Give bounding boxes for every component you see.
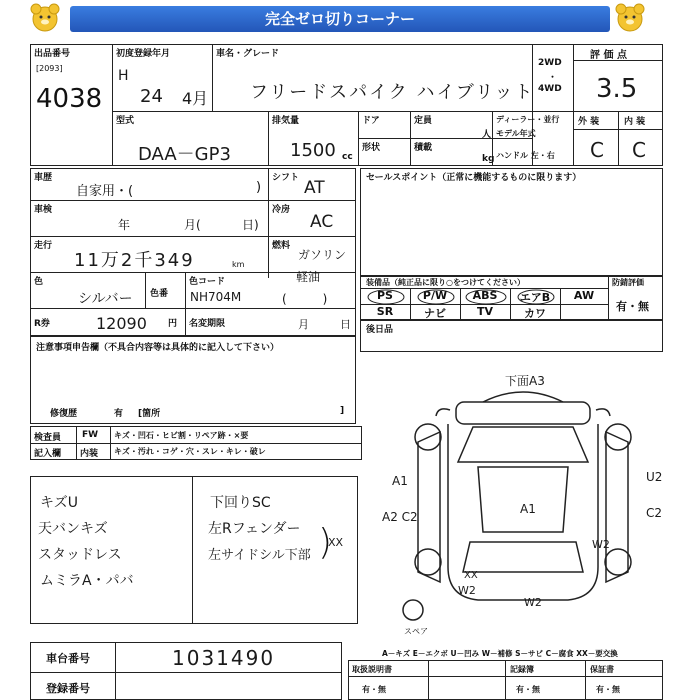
shape-label: 形状 <box>362 143 381 153</box>
equip-circles <box>364 288 574 308</box>
diagram-mark-u2: U2 <box>646 470 663 484</box>
repair-value: 有 <box>114 409 124 419</box>
remark-right-mark: XX <box>328 536 344 549</box>
remark-left-4: ムミラA・パバ <box>40 573 134 589</box>
equip-aw: AW <box>573 289 595 302</box>
inspector-int: 内装 <box>80 449 99 459</box>
diagram-mark-w2-right: W2 <box>592 538 610 551</box>
repair-close: ] <box>340 406 345 416</box>
transfer-label: 名変期限 <box>189 319 226 329</box>
color-number-label: 色番 <box>150 289 169 299</box>
diagram-top-note: 下面A3 <box>505 374 545 388</box>
first-reg-year: 24 <box>140 86 163 107</box>
shift-value: AT <box>304 178 325 198</box>
repair-label: 修復歴 <box>50 409 78 419</box>
transfer-month: 月 <box>298 318 309 331</box>
inspector-row1-label: 検査員 <box>34 433 62 443</box>
car-diagram <box>378 372 668 622</box>
ac-value: AC <box>310 212 334 232</box>
rear-items-label: 後日品 <box>366 325 394 335</box>
use-label: 車歴 <box>34 173 53 183</box>
first-reg-era: H <box>118 68 129 84</box>
doc-warranty-opts: 有・無 <box>596 685 620 694</box>
mileage-value: 11万2千349 <box>74 250 195 271</box>
use-close: ) <box>256 180 262 195</box>
drive-dot: ・ <box>548 73 558 83</box>
color-label: 色 <box>34 277 44 287</box>
capacity-label: 定員 <box>414 116 433 126</box>
displacement-value: 1500 <box>290 140 336 161</box>
exterior-label: 外 装 <box>578 117 600 127</box>
color-code-value: NH704M <box>190 290 242 304</box>
interior-label: 内 装 <box>624 117 646 127</box>
doc-record-opts: 有・無 <box>516 685 540 694</box>
fuel-label: 燃料 <box>272 241 291 251</box>
name-label: 車名・グレード <box>216 49 280 59</box>
inspector-fw: FW <box>82 430 99 440</box>
capacity-unit: 人 <box>482 130 492 140</box>
inspect-month: 月( <box>184 218 201 232</box>
sales-point-label: セールスポイント（正常に機能するものに限ります） <box>366 173 582 183</box>
mileage-label: 走行 <box>34 241 53 251</box>
inspector-row1-text: キズ・凹石・ヒビ割・リペア跡・×要 <box>114 431 249 440</box>
equip-ps: PS <box>377 289 393 302</box>
drive-4wd: 4WD <box>538 84 562 94</box>
door-label: ドア <box>362 116 380 126</box>
sales-point-box <box>360 168 663 276</box>
mileage-unit: km <box>232 260 245 269</box>
first-reg-label: 初度登録年月 <box>116 49 171 59</box>
displacement-label: 排気量 <box>272 116 300 126</box>
header-block <box>30 44 663 166</box>
diagram-mark-xx: XX <box>464 570 478 581</box>
doc-record-label: 記録簿 <box>510 665 534 674</box>
doc-manual-label: 取扱説明書 <box>352 665 392 674</box>
mascot-right-icon <box>613 3 647 33</box>
displacement-unit: cc <box>342 152 353 162</box>
equip-pw: P/W <box>422 289 448 302</box>
chassis-label: 車台番号 <box>46 652 90 665</box>
recycle-value: 12090 <box>96 314 147 333</box>
drive-2wd: 2WD <box>538 58 562 68</box>
doc-warranty-label: 保証書 <box>590 665 614 674</box>
repair-place: [箇所 <box>138 409 161 419</box>
diagram-mark-c2: C2 <box>646 506 663 520</box>
remark-left-2: 天バンキズ <box>38 521 108 537</box>
ac-label: 冷房 <box>272 205 291 215</box>
color-code-label: 色コード <box>189 277 226 287</box>
model-year-label: モデル年式 <box>496 129 536 138</box>
recycle-label: R券 <box>34 319 50 329</box>
exterior-value: C <box>590 138 604 162</box>
inspector-row2-label: 記入欄 <box>34 449 62 459</box>
remark-left-3: スタッドレス <box>38 547 122 563</box>
shift-label: シフト <box>272 173 300 183</box>
chassis-value: 1031490 <box>172 646 276 670</box>
fuel-paren: ( ) <box>282 292 328 306</box>
equip-sr: SR <box>376 305 394 318</box>
fuel-alt: 軽油 <box>296 270 321 284</box>
banner-title: 完全ゼロ切りコーナー <box>70 6 610 32</box>
equip-navi: ナビ <box>424 307 446 320</box>
remark-right-2: 左Rフェンダー <box>208 521 301 537</box>
diagram-mark-w2-left: W2 <box>458 584 476 597</box>
remark-bracket: ) <box>318 522 333 563</box>
lot-sub: [2093] <box>36 64 63 73</box>
fuel-value: ガソリン <box>298 248 347 262</box>
rust-rating-value: 有・無 <box>616 300 649 313</box>
diagram-mark-w2-bottom: W2 <box>524 596 542 609</box>
interior-value: C <box>632 138 646 162</box>
remark-left-1: キズU <box>40 495 78 511</box>
equip-abs: ABS <box>472 289 498 302</box>
legend-text: A－キズ E－エクボ U－凹み W－補修 S－サビ C－腐食 XX－要交換 <box>382 649 618 658</box>
spare-label: スペア <box>404 627 428 636</box>
first-reg-month: 4月 <box>182 89 209 108</box>
diagram-mark-a1-center: A1 <box>520 502 536 516</box>
model-label: 型式 <box>116 116 135 126</box>
lot-label: 出品番号 <box>34 49 71 59</box>
inspector-row2-text: キズ・汚れ・コゲ・穴・スレ・キレ・破レ <box>114 447 266 456</box>
model-value: DAA－GP3 <box>138 144 231 165</box>
equip-airbag: エアB <box>519 291 551 304</box>
lot-number: 4038 <box>36 84 103 114</box>
equipment-label: 装備品（純正品に限り○をつけてください） <box>366 278 525 287</box>
load-label: 積載 <box>414 143 433 153</box>
recycle-unit: 円 <box>168 319 178 329</box>
use-value: 自家用・( <box>76 184 134 199</box>
remark-right-3: 左サイドシル下部 <box>208 548 311 563</box>
doc-manual-opts: 有・無 <box>362 685 386 694</box>
name-value: フリードスパイク ハイブリット <box>250 82 535 103</box>
diagram-mark-a2c2: A2 C2 <box>382 510 418 524</box>
handle-label: ハンドル 左・右 <box>496 151 555 160</box>
transfer-day: 日 <box>340 318 351 331</box>
load-unit: kg <box>482 154 495 164</box>
registration-label: 登録番号 <box>46 682 90 695</box>
mascot-left-icon <box>28 3 62 33</box>
score-value: 3.5 <box>596 74 638 104</box>
rear-items-box <box>360 320 663 352</box>
inspect-day: 日) <box>242 218 259 232</box>
dealer-label: ディーラー・並行 <box>496 115 560 124</box>
diagram-mark-a1-left: A1 <box>392 474 408 488</box>
inspect-label: 車検 <box>34 205 53 215</box>
rust-rating-label: 防錆評価 <box>612 278 644 287</box>
notes-label: 注意事項申告欄（不具合内容等は具体的に記入して下さい） <box>36 343 280 353</box>
inspect-year: 年 <box>118 218 131 232</box>
equip-leather: カワ <box>524 307 546 320</box>
score-label: 評 価 点 <box>590 50 627 61</box>
remark-right-1: 下回りSC <box>210 495 271 511</box>
color-value: シルバー <box>78 291 133 307</box>
equip-tv: TV <box>476 305 494 318</box>
